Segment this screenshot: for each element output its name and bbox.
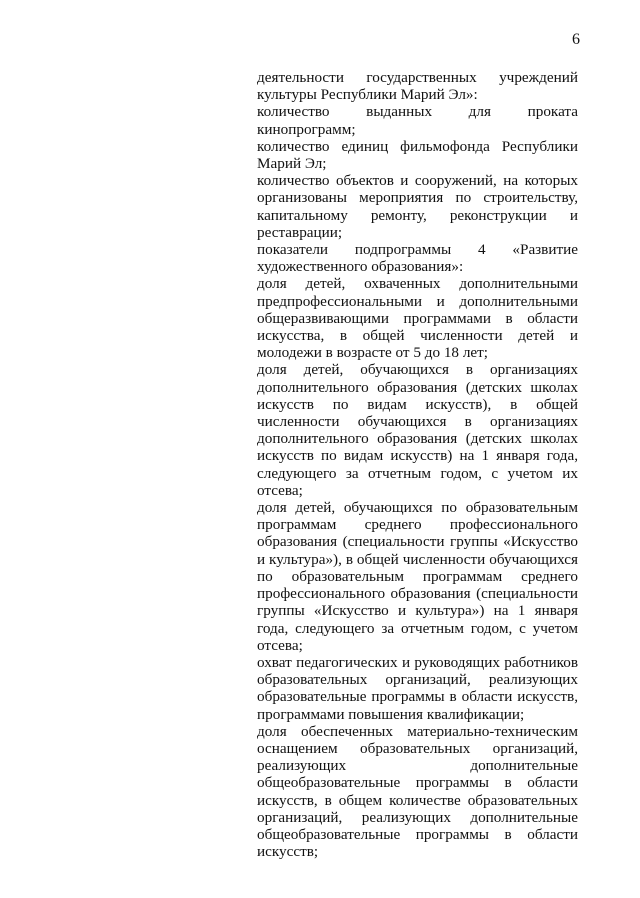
paragraph: деятельности государственных учреждений культуры Республики Марий Эл»:: [257, 69, 578, 104]
paragraph: доля детей, обучающихся по образовательным программам среднего профессионального образования (специальности группы «Искусство и культура»), в общей численности обучающихся по образовательным программам среднего профессионального образования (специальности группы «Искусство и культура») на 1 января года, следующего за отчетным годом, с учетом отсева;: [257, 499, 578, 654]
paragraph: количество выданных для проката кинопрограмм;: [257, 103, 578, 138]
paragraph: доля детей, охваченных дополнительными предпрофессиональными и дополнительными общеразвивающими программами в области искусства, в общей численности детей и молодежи в возрасте от 5 до 18 лет;: [257, 275, 578, 362]
page-number: 6: [572, 31, 580, 48]
paragraph: доля детей, обучающихся в организациях дополнительного образования (детских школах искусств по видам искусств), в общей численности обучающихся в организациях дополнительного образования (детских школах искусств по видам искусств) на 1 января года, следующего за отчетным годом, с учетом их отсева;: [257, 361, 578, 499]
paragraph: охват педагогических и руководящих работников образовательных организаций, реализующих образовательные программы в области искусств, программами повышения квалификации;: [257, 653, 578, 723]
paragraph: доля обеспеченных материально-техническим оснащением образовательных организаций, реализующих дополнительные общеобразовательные программы в области искусств, в общем количестве образовательных организаций, реализующих дополнительные общеобразовательные программы в области искусств;: [257, 722, 578, 861]
paragraph: количество объектов и сооружений, на которых организованы мероприятия по строительству, капитальному ремонту, реконструкции и реставрации;: [257, 172, 578, 241]
document-body: [257, 69, 578, 860]
paragraph: показатели подпрограммы 4 «Развитие художественного образования»:: [257, 241, 578, 276]
paragraph: количество единиц фильмофонда Республики Марий Эл;: [257, 137, 578, 173]
